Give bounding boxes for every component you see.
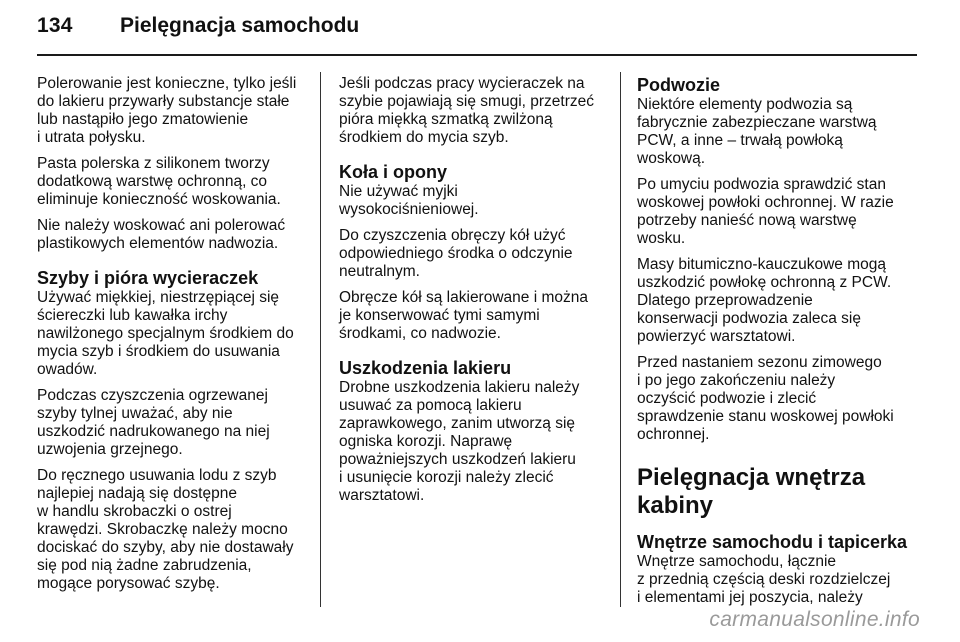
paragraph-bitumen: Masy bitumiczno-kauczukowe mogą uszkodzić powłokę ochronną z PCW. Dlatego przeprowadzenie konserwacji podwozia zaleca się powierzyć warsztatowi. <box>637 256 892 345</box>
paragraph-winter-season: Przed nastaniem sezonu zimowego i po jego zakończeniu należy oczyścić podwozie i zlecić sprawdzenie stanu woskowej powłoki ochronnej. <box>637 354 894 443</box>
paragraph-rim-cleaning: Do czyszczenia obręczy kół użyć odpowiedniego środka o odczynie neutralnym. <box>339 227 573 280</box>
column-divider-2 <box>620 72 621 607</box>
heading-windows-wipers: Szyby i pióra wycieraczek <box>37 268 259 288</box>
paragraph-heated-rear-window: Podczas czyszczenia ogrzewanej szyby tylnej uważać, aby nie uszkodzić nadrukowanego na niej uzwojenia grzejnego. <box>37 387 270 458</box>
watermark-text: carmanualsonline.info <box>709 608 920 631</box>
paragraph-plastic-parts: Nie należy woskować ani polerować plastikowych elementów nadwozia. <box>37 217 286 252</box>
heading-wheels-tyres: Koła i opony <box>339 162 447 182</box>
text-column-3 <box>637 75 927 615</box>
text-column-2 <box>339 75 621 513</box>
paragraph-window-cleaning: Używać miękkiej, niestrzępiącej się ściereczki lub kawałka irchy nawilżonego specjalnym środkiem do mycia szyb i środkiem do usuwania owadów. <box>37 289 294 378</box>
page-title: Pielęgnacja samochodu <box>120 14 360 37</box>
paragraph-ice-scraper: Do ręcznego usuwania lodu z szyb najlepiej nadają się dostępne w handlu skrobaczki o ostrej krawędzi. Skrobaczkę należy mocno dociskać do szyby, aby nie dostawały się pod nią żadne zabrudzenia, mogące porysować szybę. <box>37 467 294 592</box>
paragraph-no-pressure-washer: Nie używać myjki wysokociśnieniowej. <box>339 183 479 218</box>
heading-interior-care: Pielęgnacja wnętrza kabiny <box>637 464 866 519</box>
paragraph-polishing: Polerowanie jest konieczne, tylko jeśli do lakieru przywarły substancje stałe lub nastąpiło jego zmatowienie i utrata połysku. <box>37 75 297 146</box>
paragraph-wax-check: Po umyciu podwozia sprawdzić stan woskowej powłoki ochronnej. W razie potrzeby nanieść nową warstwę wosku. <box>637 176 894 247</box>
heading-paint-damage: Uszkodzenia lakieru <box>339 358 512 378</box>
paragraph-interior-cleaning: Wnętrze samochodu, łącznie z przednią częścią deski rozdzielczej i elementami jej poszycia, należy <box>637 553 891 606</box>
paragraph-paint-repair: Drobne uszkodzenia lakieru należy usuwać za pomocą lakieru zaprawkowego, zanim utworzą się ogniska korozji. Naprawę poważniejszych uszkodzeń lakieru i usunięcie korozji należy zlecić warsztatowi. <box>339 379 580 504</box>
paragraph-polish-paste: Pasta polerska z silikonem tworzy dodatkową warstwę ochronną, co eliminuje konieczność woskowania. <box>37 155 281 208</box>
paragraph-wiper-streaks: Jeśli podczas pracy wycieraczek na szybie pojawiają się smugi, przetrzeć pióra miękką szmatką zwilżoną środkiem do mycia szyb. <box>339 75 594 146</box>
page-header <box>37 14 917 54</box>
paragraph-rim-lacquer: Obręcze kół są lakierowane i można je konserwować tymi samymi środkami, co nadwozie. <box>339 289 588 342</box>
heading-interior-upholstery: Wnętrze samochodu i tapicerka <box>637 532 908 552</box>
paragraph-underbody-coating: Niektóre elementy podwozia są fabrycznie zabezpieczane warstwą PCW, a inne – trwałą powłoką woskową. <box>637 96 877 167</box>
text-column-1 <box>37 75 319 601</box>
column-divider-1 <box>320 72 321 607</box>
page-number: 134 <box>37 14 73 37</box>
header-divider <box>37 54 917 56</box>
heading-underbody: Podwozie <box>637 75 721 95</box>
